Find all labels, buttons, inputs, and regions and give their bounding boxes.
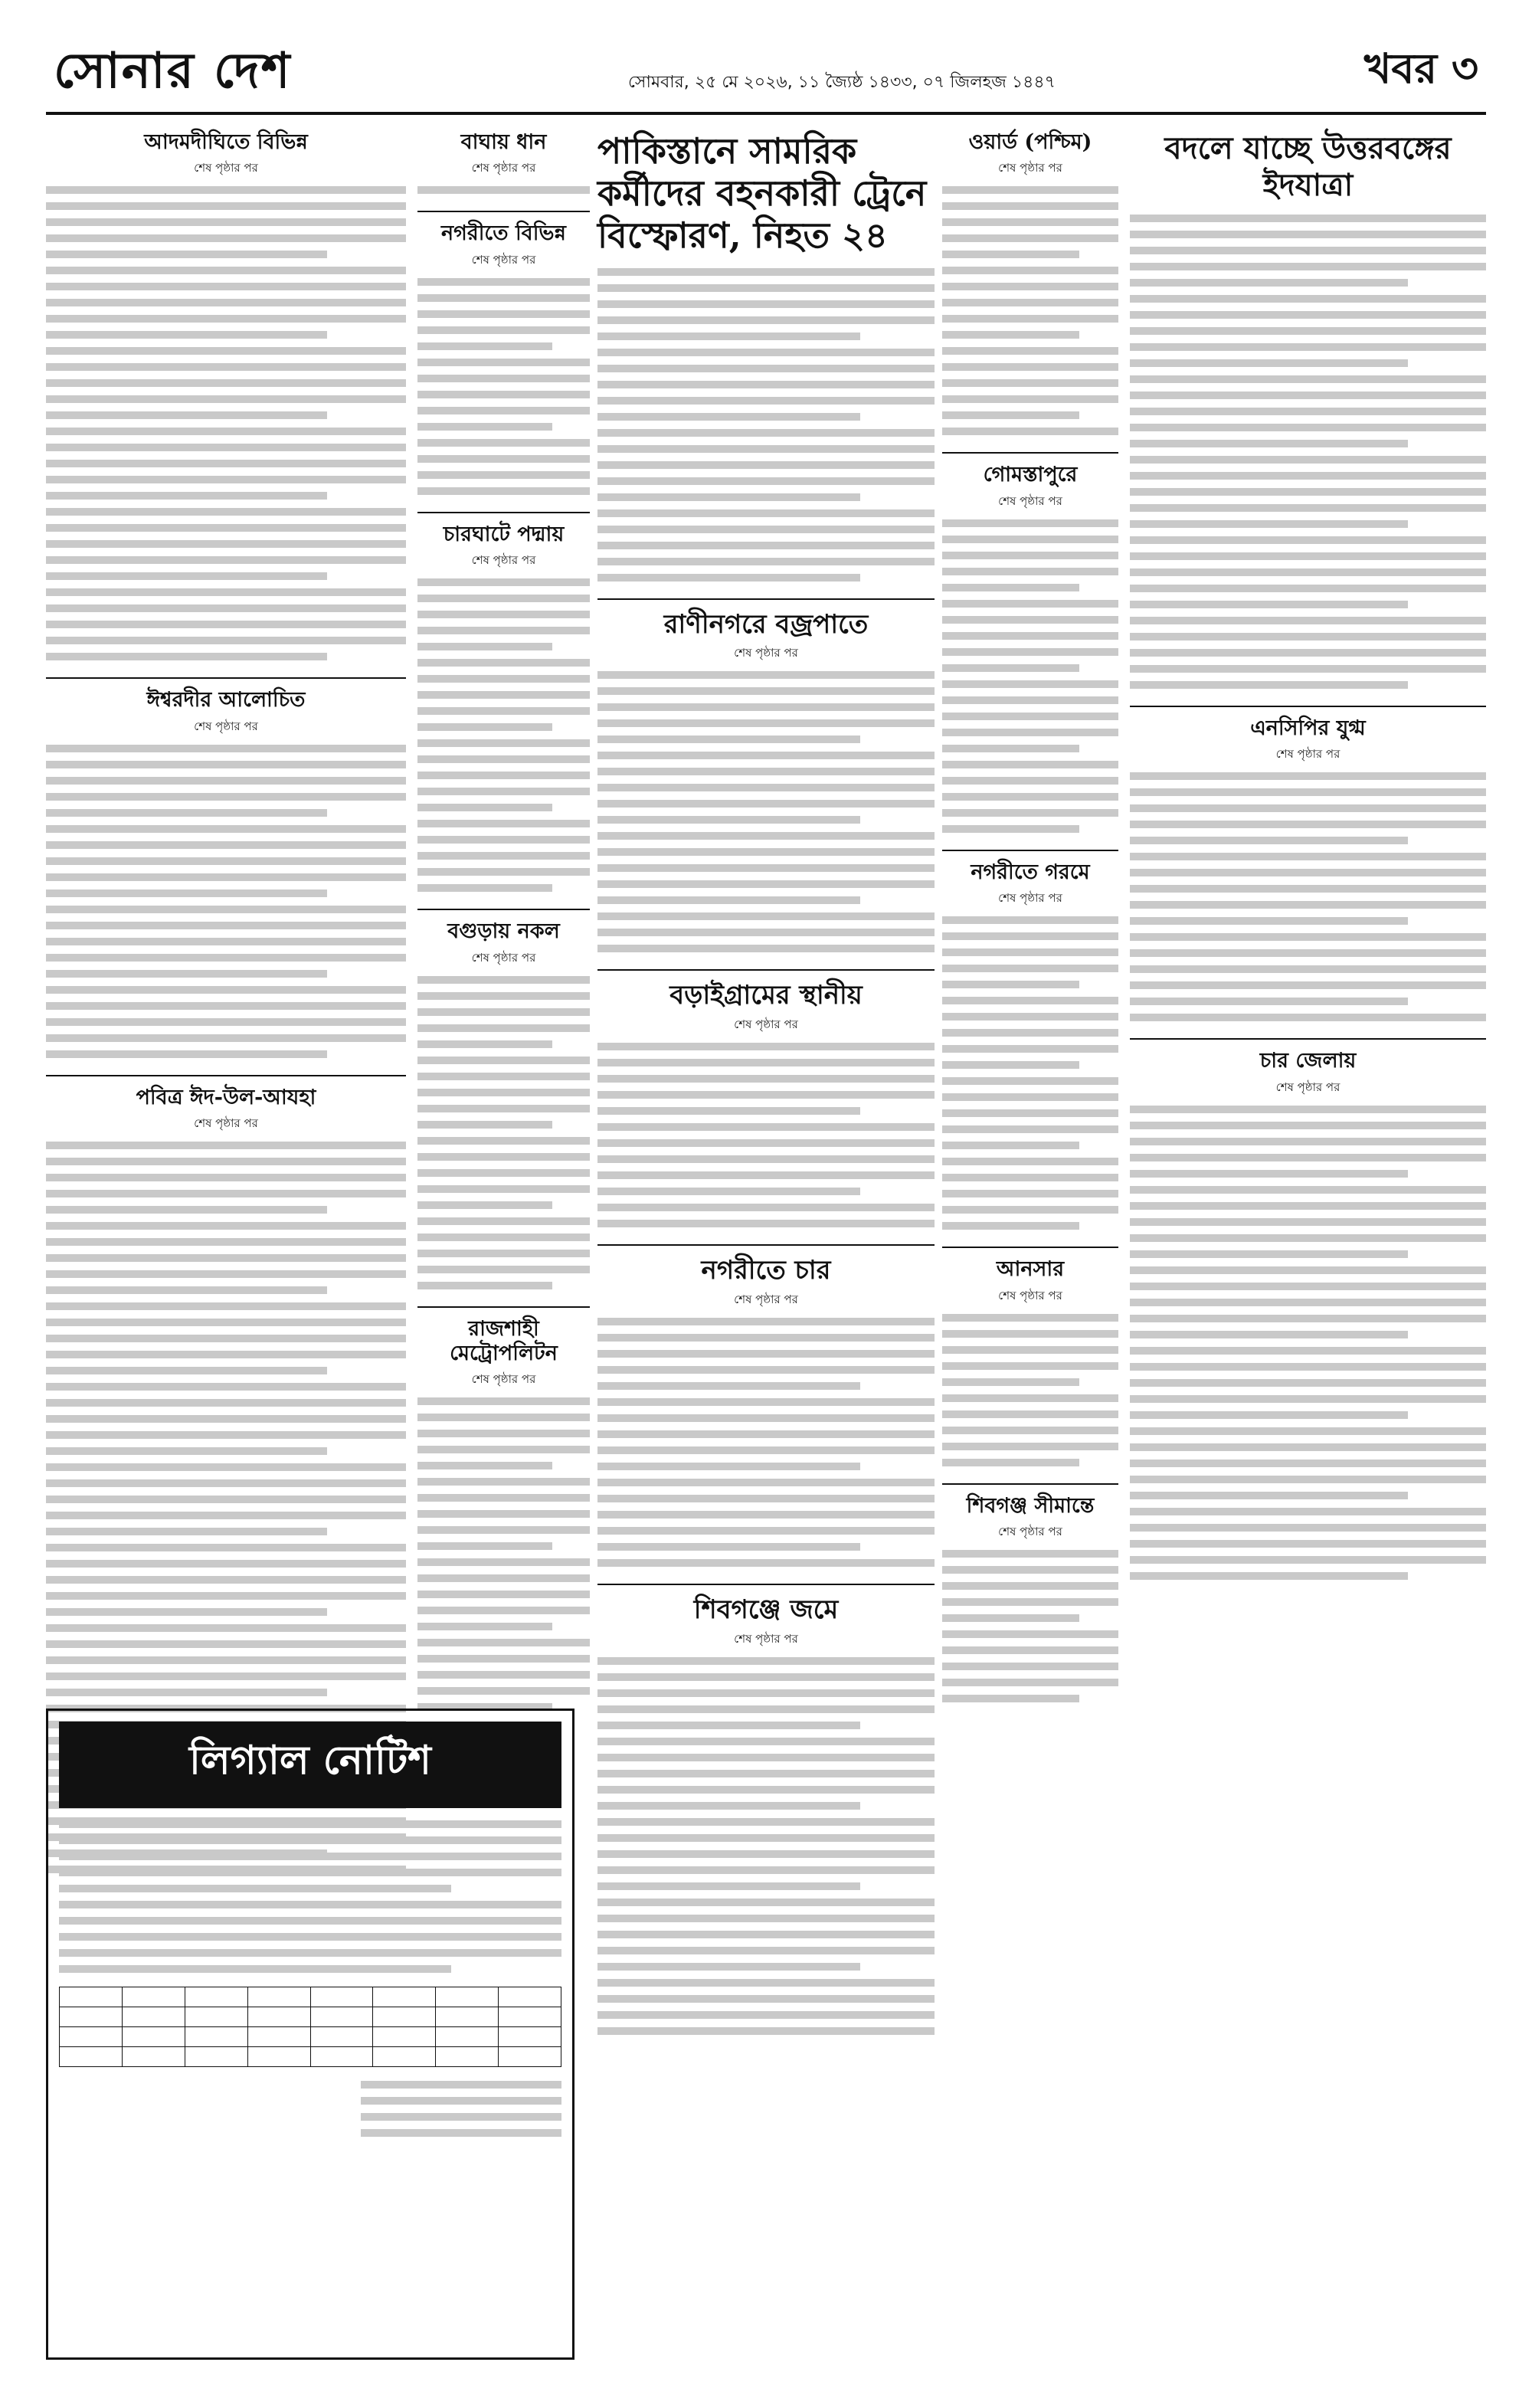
jump-label: শেষ পৃষ্ঠার পর — [1275, 747, 1340, 762]
article-bogura — [417, 919, 590, 1289]
article-ncp — [1130, 716, 1486, 1021]
article-shibganj-jome — [597, 1594, 935, 2035]
headline: রাজশাহী মেট্রোপলিটন — [450, 1316, 558, 1365]
column-1 — [46, 130, 406, 1890]
legal-notice-box — [46, 1709, 574, 2360]
article-rmp — [417, 1317, 590, 1712]
jump-label: শেষ পৃষ্ঠার পর — [471, 252, 536, 267]
jump-label: শেষ পৃষ্ঠার পর — [194, 161, 258, 175]
article-bagha — [417, 130, 590, 194]
headline: এনসিপির যুগ্ম — [1250, 716, 1366, 740]
headline: চার জেলায় — [1259, 1049, 1357, 1073]
divider — [597, 1584, 935, 1585]
lead-headline: পাকিস্তানে সামরিক কর্মীদের বহনকারী ট্রেনে বিস্ফোরণ, নিহত ২৪ — [597, 130, 927, 257]
jump-label: শেষ পৃষ্ঠার পর — [998, 891, 1062, 906]
article-lead-pakistan — [597, 130, 935, 582]
body-text — [942, 916, 1118, 1230]
headline: বড়াইগ্রামের স্থানীয় — [669, 980, 863, 1011]
body-text — [417, 578, 590, 892]
legal-notice-body — [59, 1820, 561, 1973]
body-text — [942, 519, 1118, 833]
body-text — [597, 268, 935, 582]
headline: গোমস্তাপুরে — [983, 463, 1078, 487]
body-text — [46, 745, 406, 1058]
headline: আনসার — [996, 1257, 1065, 1282]
headline: নগরীতে বিভিন্ন — [441, 221, 566, 246]
article-nagari-gorome — [942, 860, 1118, 1230]
article-nagari-bibhinno — [417, 221, 590, 494]
divider — [46, 677, 406, 679]
jump-label: শেষ পৃষ্ঠার পর — [998, 493, 1062, 508]
body-text — [1130, 1106, 1486, 1580]
divider — [597, 1244, 935, 1246]
jump-label: শেষ পৃষ্ঠার পর — [471, 1372, 536, 1387]
divider — [417, 211, 590, 212]
body-text — [597, 671, 935, 952]
column-2 — [417, 130, 590, 1728]
body-text — [46, 186, 406, 660]
jump-label: শেষ পৃষ্ঠার পর — [998, 161, 1062, 175]
section-tag: খবর ৩ — [1363, 44, 1478, 93]
body-text — [597, 1657, 935, 2035]
jump-label: শেষ পৃষ্ঠার পর — [471, 553, 536, 568]
article-shibganj-border — [942, 1494, 1118, 1702]
body-text — [1130, 215, 1486, 689]
article-four-districts — [1130, 1049, 1486, 1579]
body-text — [942, 186, 1118, 435]
divider — [417, 1306, 590, 1308]
column-4 — [942, 130, 1118, 1719]
divider — [942, 452, 1118, 454]
body-text — [597, 1043, 935, 1227]
headline: ওয়ার্ড (পশ্চিম) — [968, 130, 1092, 154]
headline: শিবগঞ্জ সীমান্তে — [966, 1493, 1095, 1518]
divider — [597, 969, 935, 971]
article-ishwardi — [46, 688, 406, 1057]
divider — [46, 1075, 406, 1076]
masthead — [46, 31, 1486, 115]
headline: শিবগঞ্জে জমে — [693, 1594, 839, 1625]
article-gomostapur — [942, 463, 1118, 832]
property-schedule-table — [59, 1987, 561, 2067]
article-raninagar — [597, 609, 935, 953]
headline: নগরীতে গরমে — [971, 860, 1090, 884]
divider — [942, 1483, 1118, 1485]
jump-label: শেষ পৃষ্ঠার পর — [998, 1288, 1062, 1302]
headline: রাণীনগরে বজ্রপাতে — [663, 608, 869, 640]
divider — [942, 1247, 1118, 1248]
newspaper-logo: সোনার দেশ — [54, 42, 292, 100]
body-text — [417, 1397, 590, 1711]
headline: নগরীতে চার — [701, 1255, 831, 1286]
divider — [1130, 1038, 1486, 1040]
jump-label: শেষ পৃষ্ঠার পর — [734, 646, 798, 660]
jump-label: শেষ পৃষ্ঠার পর — [734, 1631, 798, 1646]
article-nagari-char — [597, 1255, 935, 1567]
headline: চারঘাটে পদ্মায় — [443, 522, 565, 546]
headline: ঈশ্বরদীর আলোচিত — [146, 688, 306, 713]
divider — [417, 909, 590, 910]
jump-label: শেষ পৃষ্ঠার পর — [194, 719, 258, 733]
body-text — [942, 1550, 1118, 1702]
jump-label: শেষ পৃষ্ঠার পর — [194, 1116, 258, 1131]
legal-notice-signature — [59, 2081, 561, 2137]
jump-label: শেষ পৃষ্ঠার পর — [1275, 1080, 1340, 1094]
jump-label: শেষ পৃষ্ঠার পর — [998, 1524, 1062, 1538]
headline: পবিত্র ঈদ-উল-আযহা — [136, 1085, 316, 1109]
body-text — [1130, 772, 1486, 1021]
jump-label: শেষ পৃষ্ঠার পর — [734, 1292, 798, 1306]
article-adamdighi — [46, 130, 406, 660]
body-text — [417, 976, 590, 1289]
legal-notice-title: লিগ্যাল নোটিশ — [59, 1722, 561, 1808]
column-3 — [597, 130, 935, 2052]
jump-label: শেষ পৃষ্ঠার পর — [471, 950, 536, 965]
divider — [417, 512, 590, 513]
dateline: সোমবার, ২৫ মে ২০২৬, ১১ জ্যৈষ্ঠ ১৪৩৩, ০৭ জিলহজ ১৪৪৭ — [628, 73, 1056, 92]
body-text — [597, 1318, 935, 1567]
divider — [1130, 706, 1486, 707]
headline: আদমদীঘিতে বিভিন্ন — [144, 130, 308, 154]
divider — [597, 598, 935, 600]
article-eid-journey — [1130, 130, 1486, 689]
body-text — [417, 278, 590, 495]
divider — [942, 850, 1118, 851]
jump-label: শেষ পৃষ্ঠার পর — [471, 161, 536, 175]
article-baraigram — [597, 980, 935, 1227]
headline: বাঘায় ধান — [460, 130, 547, 154]
headline: বগুড়ায় নকল — [447, 919, 560, 944]
body-text — [942, 1314, 1118, 1466]
jump-label: শেষ পৃষ্ঠার পর — [734, 1017, 798, 1032]
article-charghat — [417, 523, 590, 892]
article-ansar — [942, 1257, 1118, 1466]
headline: বদলে যাচ্ছে উত্তরবঙ্গের ইদযাত্রা — [1164, 130, 1452, 203]
article-ward — [942, 130, 1118, 435]
body-text — [417, 186, 590, 194]
column-5 — [1130, 130, 1486, 1597]
